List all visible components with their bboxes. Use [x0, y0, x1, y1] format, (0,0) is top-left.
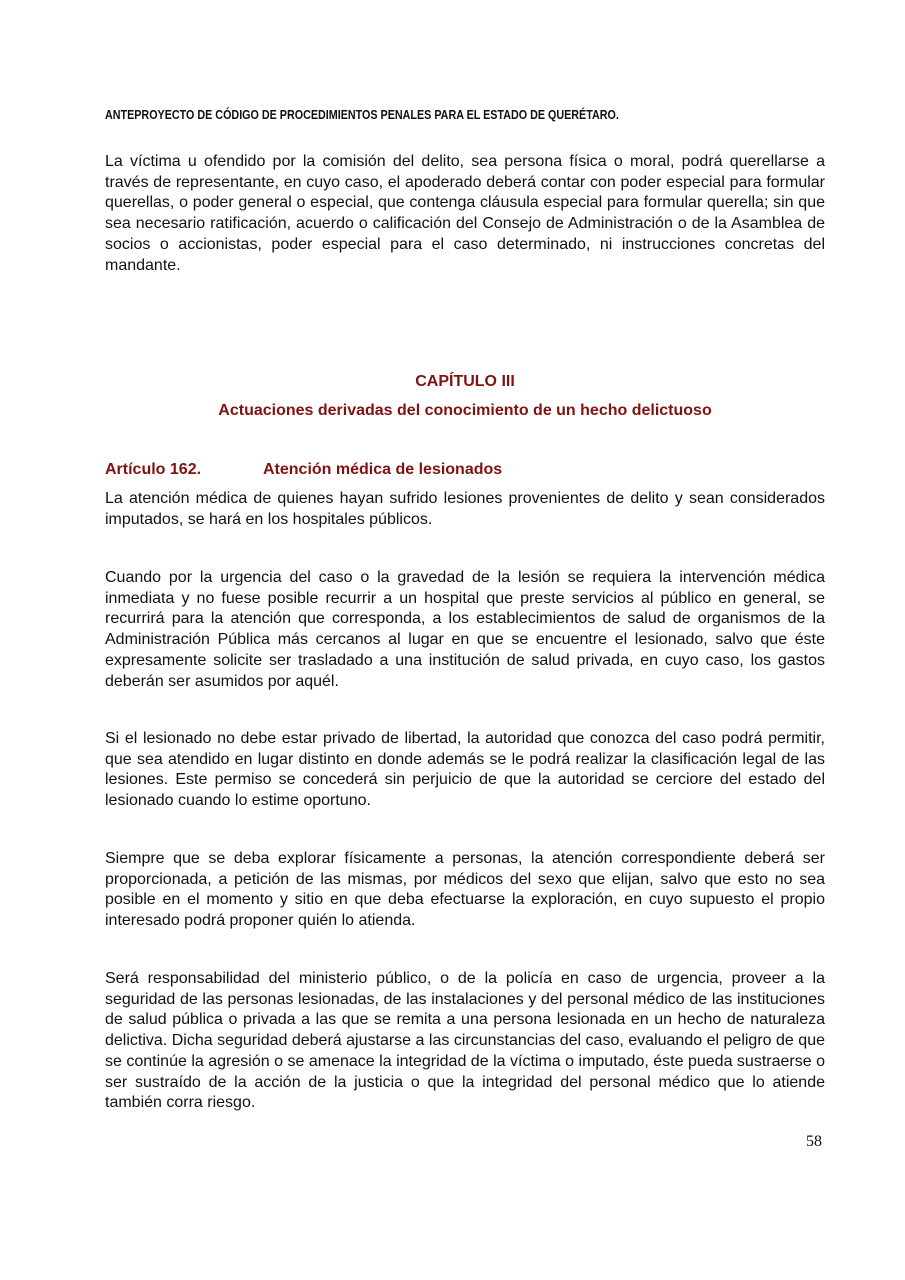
paragraph-querella: La víctima u ofendido por la comisión del delito, sea persona física o moral, podrá querellarse a través de representante, en cuyo caso, el apoderado deberá contar con poder especial para formular querellas, o poder general o especial, que contenga cláusula especial para formular querella; sin que sea necesario ratificación, acuerdo o calificación del Consejo de Administración o de la Asamblea de socios o accionistas, poder especial para el caso determinado, ni instrucciones concretas del mandante. [105, 153, 825, 274]
article-paragraph: Cuando por la urgencia del caso o la gravedad de la lesión se requiera la intervención médica inmediata y no fuese posible recurrir a un hospital que preste servicios al público en general, se recurrirá para la atención que corresponda, a los establecimientos de salud de organismos de la Administración Pública más cercanos al lugar en que se encuentre el lesionado, salvo que éste expresamente solicite ser trasladado a una institución de salud privada, en cuyo caso, los gastos deberán ser asumidos por aquél. [105, 569, 825, 690]
page-number: 58 [806, 1133, 822, 1150]
chapter-subtitle: Actuaciones derivadas del conocimiento de un hecho delictuoso [218, 402, 712, 419]
article-paragraph: Si el lesionado no debe estar privado de libertad, la autoridad que conozca del caso podrá permitir, que sea atendido en lugar distinto en donde además se le podrá realizar la clasificación legal de las lesiones. Este permiso se concederá sin perjuicio de que la autoridad se cerciore del estado del lesionado cuando lo estime oportuno. [105, 730, 825, 810]
article-paragraph: Será responsabilidad del ministerio público, o de la policía en caso de urgencia, proveer a la seguridad de las personas lesionadas, de las instalaciones y del personal médico de las instituciones de salud pública o privada a las que se remita a una persona lesionada en un hecho de naturaleza delictiva. Dicha seguridad deberá ajustarse a las circunstancias del caso, evaluando el peligro de que se continúe la agresión o se amenace la integridad de la víctima o imputado, éste pueda sustraerse o ser sustraído de la acción de la justicia o que la integridad del personal médico que lo atiende también corra riesgo. [105, 970, 825, 1112]
article-paragraph: Siempre que se deba explorar físicamente a personas, la atención correspondiente deberá ser proporcionada, a petición de las mismas, por médicos del sexo que elijan, salvo que esto no sea posible en el momento y sitio en que deba efectuarse la exploración, en cuyo supuesto el propio interesado podrá proponer quién lo atienda. [105, 850, 825, 930]
document-header: ANTEPROYECTO DE CÓDIGO DE PROCEDIMIENTOS PENALES PARA EL ESTADO DE QUERÉTARO. [105, 108, 619, 122]
article-number: Artículo 162. [105, 461, 202, 478]
chapter-title: CAPÍTULO III [415, 373, 515, 390]
article-title: Atención médica de lesionados [263, 461, 503, 478]
article-paragraph: La atención médica de quienes hayan sufrido lesiones provenientes de delito y sean considerados imputados, se hará en los hospitales públicos. [105, 490, 825, 528]
